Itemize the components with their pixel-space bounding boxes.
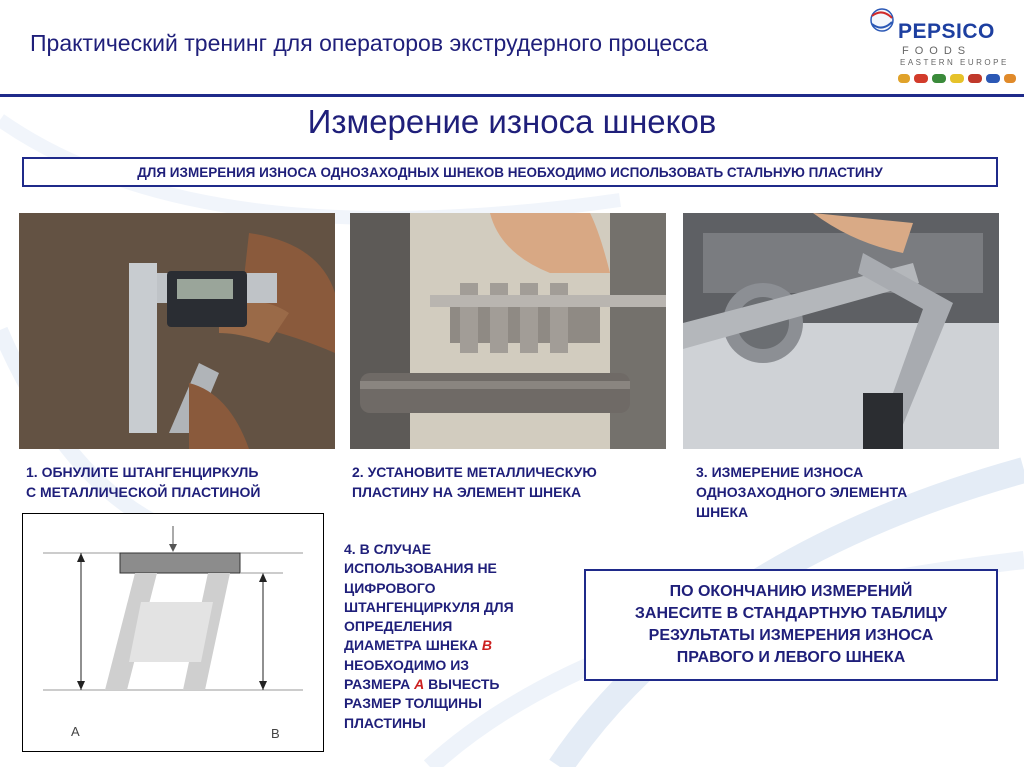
photo-plate-on-screw [350, 213, 666, 449]
final-line-2: ЗАНЕСИТЕ В СТАНДАРТНУЮ ТАБЛИЦУ [634, 605, 948, 622]
step-3-line-3: ШНЕКА [696, 504, 749, 520]
note4-line-10: ПЛАСТИНЫ [344, 714, 426, 731]
photo-measure-wear [683, 213, 999, 449]
note4-line-3: ЦИФРОВОГО [344, 579, 436, 596]
final-line-4: ПРАВОГО И ЛЕВОГО ШНЕКА [676, 649, 906, 666]
note4-line-5: ОПРЕДЕЛЕНИЯ [344, 618, 453, 635]
step-3-caption [696, 462, 907, 522]
final-instruction-box [584, 569, 998, 681]
note4-line-6 [344, 636, 544, 655]
note4-line-1: 4. В СЛУЧАЕ [344, 541, 432, 557]
header-title: Практический тренинг для операторов экструдерного процесса [30, 30, 708, 56]
logo-foods: FOODS [902, 45, 972, 57]
measurement-diagram [22, 513, 324, 752]
diagram-label-b: B [271, 726, 280, 741]
header-rule [0, 94, 1024, 97]
slide-title: Измерение износа шнеков [307, 103, 717, 140]
step-1-caption [26, 462, 260, 502]
logo-region: EASTERN EUROPE [900, 58, 1009, 67]
instruction-banner [22, 157, 998, 187]
step-3-line-1: 3. ИЗМЕРЕНИЕ ИЗНОСА [696, 464, 864, 480]
note4-line-2: ИСПОЛЬЗОВАНИЯ НЕ [344, 560, 497, 577]
step-1-line-1: 1. ОБНУЛИТЕ ШТАНГЕНЦИРКУЛЬ [26, 464, 259, 480]
step-3-line-2: ОДНОЗАХОДНОГО ЭЛЕМЕНТА [696, 484, 908, 500]
logo-brand: PEPSICO [898, 20, 995, 43]
step-2-line-2: ПЛАСТИНУ НА ЭЛЕМЕНТ ШНЕКА [352, 484, 582, 500]
step-2-line-1: 2. УСТАНОВИТЕ МЕТАЛЛИЧЕСКУЮ [352, 464, 597, 480]
note4-line-8 [344, 675, 544, 694]
banner-text: ДЛЯ ИЗМЕРЕНИЯ ИЗНОСА ОДНОЗАХОДНЫХ ШНЕКОВ НЕОБХОДИМО ИСПОЛЬЗОВАТЬ СТАЛЬНУЮ ПЛАСТИНУ [137, 164, 883, 180]
final-line-1: ПО ОКОНЧАНИЮ ИЗМЕРЕНИЙ [669, 583, 913, 600]
ref-a: A [414, 676, 425, 693]
note4-line-8-text-a: РАЗМЕРА [344, 676, 415, 693]
step-4-note [344, 540, 544, 733]
step-1-line-2: С МЕТАЛЛИЧЕСКОЙ ПЛАСТИНОЙ [26, 484, 261, 500]
note4-line-8-text-b: ВЫЧЕСТЬ [424, 676, 500, 693]
note4-line-9: РАЗМЕР ТОЛЩИНЫ [344, 695, 482, 712]
photo-zero-caliper [19, 213, 335, 449]
note4-line-7: НЕОБХОДИМО ИЗ [344, 656, 470, 673]
note4-line-4: ШТАНГЕНЦИРКУЛЯ ДЛЯ [344, 598, 514, 615]
step-2-caption [352, 462, 597, 502]
note4-line-6-text: ДИАМЕТРА ШНЕКА [344, 637, 482, 654]
ref-b: B [481, 637, 492, 654]
final-line-3: РЕЗУЛЬТАТЫ ИЗМЕРЕНИЯ ИЗНОСА [648, 627, 934, 644]
diagram-label-a: A [71, 724, 80, 739]
